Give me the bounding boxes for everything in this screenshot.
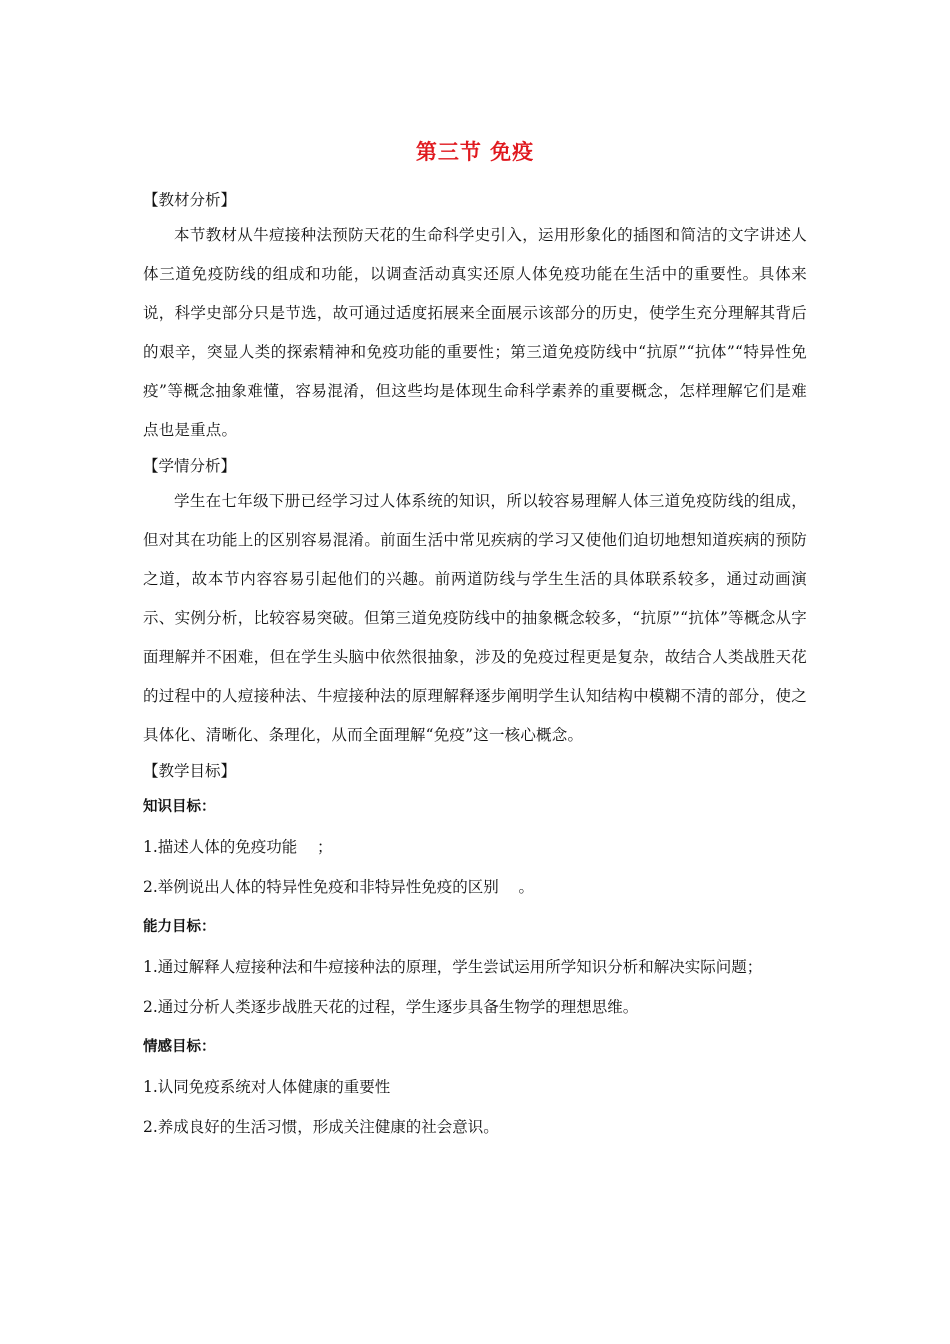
ability-goal-item: 2.通过分析人类逐步战胜天花的过程，学生逐步具备生物学的理想思维。 — [143, 998, 639, 1016]
material-analysis-paragraph: 本节教材从牛痘接种法预防天花的生命科学史引入，运用形象化的插图和简洁的文字讲述人体三道免疫防线的组成和功能，以调查活动真实还原人体免疫功能在生活中的重要性。具体来说，科学史部分只是节选，故可通过适度拓展来全面展示该部分的历史，使学生充分理解其背后的艰辛，突显人类的探索精神和免疫功能的重要性；第三道免疫防线中“抗原”“抗体”“特异性免疫”等概念抽象难懂，容易混淆，但这些均是体现生命科学素养的重要概念，怎样理解它们是难点也是重点。 — [143, 226, 807, 439]
document-body — [143, 184, 807, 1147]
student-analysis-paragraph: 学生在七年级下册已经学习过人体系统的知识，所以较容易理解人体三道免疫防线的组成，但对其在功能上的区别容易混淆。前面生活中常见疾病的学习又使他们迫切地想知道疾病的预防之道，故本节内容容易引起他们的兴趣。前两道防线与学生生活的具体联系较多，通过动画演示、实例分析，比较容易突破。但第三道免疫防线中的抽象概念较多，“抗原”“抗体”等概念从字面理解并不困难，但在学生头脑中依然很抽象，涉及的免疫过程更是复杂，故结合人类战胜天花的过程中的人痘接种法、牛痘接种法的原理解释逐步阐明学生认知结构中模糊不清的部分，使之具体化、清晰化、条理化，从而全面理解“免疫”这一核心概念。 — [143, 492, 807, 744]
knowledge-goals-label: 知识目标： — [143, 799, 216, 815]
emotion-goals-label: 情感目标： — [143, 1039, 216, 1055]
knowledge-goal-item: 2.举例说出人体的特异性免疫和非特异性免疫的区别 。 — [143, 878, 534, 896]
ability-goals-label: 能力目标： — [143, 919, 216, 935]
ability-goal-item: 1.通过解释人痘接种法和牛痘接种法的原理，学生尝试运用所学知识分析和解决实际问题； — [143, 958, 763, 976]
section-heading-material-analysis: 【教材分析】 — [143, 191, 237, 209]
page-title: 第三节 免疫 — [415, 139, 535, 164]
emotion-goal-item: 1.认同免疫系统对人体健康的重要性 — [143, 1078, 391, 1096]
knowledge-goal-item: 1.描述人体的免疫功能 ； — [143, 838, 333, 856]
section-heading-teaching-goals: 【教学目标】 — [143, 762, 237, 780]
section-heading-student-analysis: 【学情分析】 — [143, 457, 237, 475]
emotion-goal-item: 2.养成良好的生活习惯，形成关注健康的社会意识。 — [143, 1118, 499, 1136]
